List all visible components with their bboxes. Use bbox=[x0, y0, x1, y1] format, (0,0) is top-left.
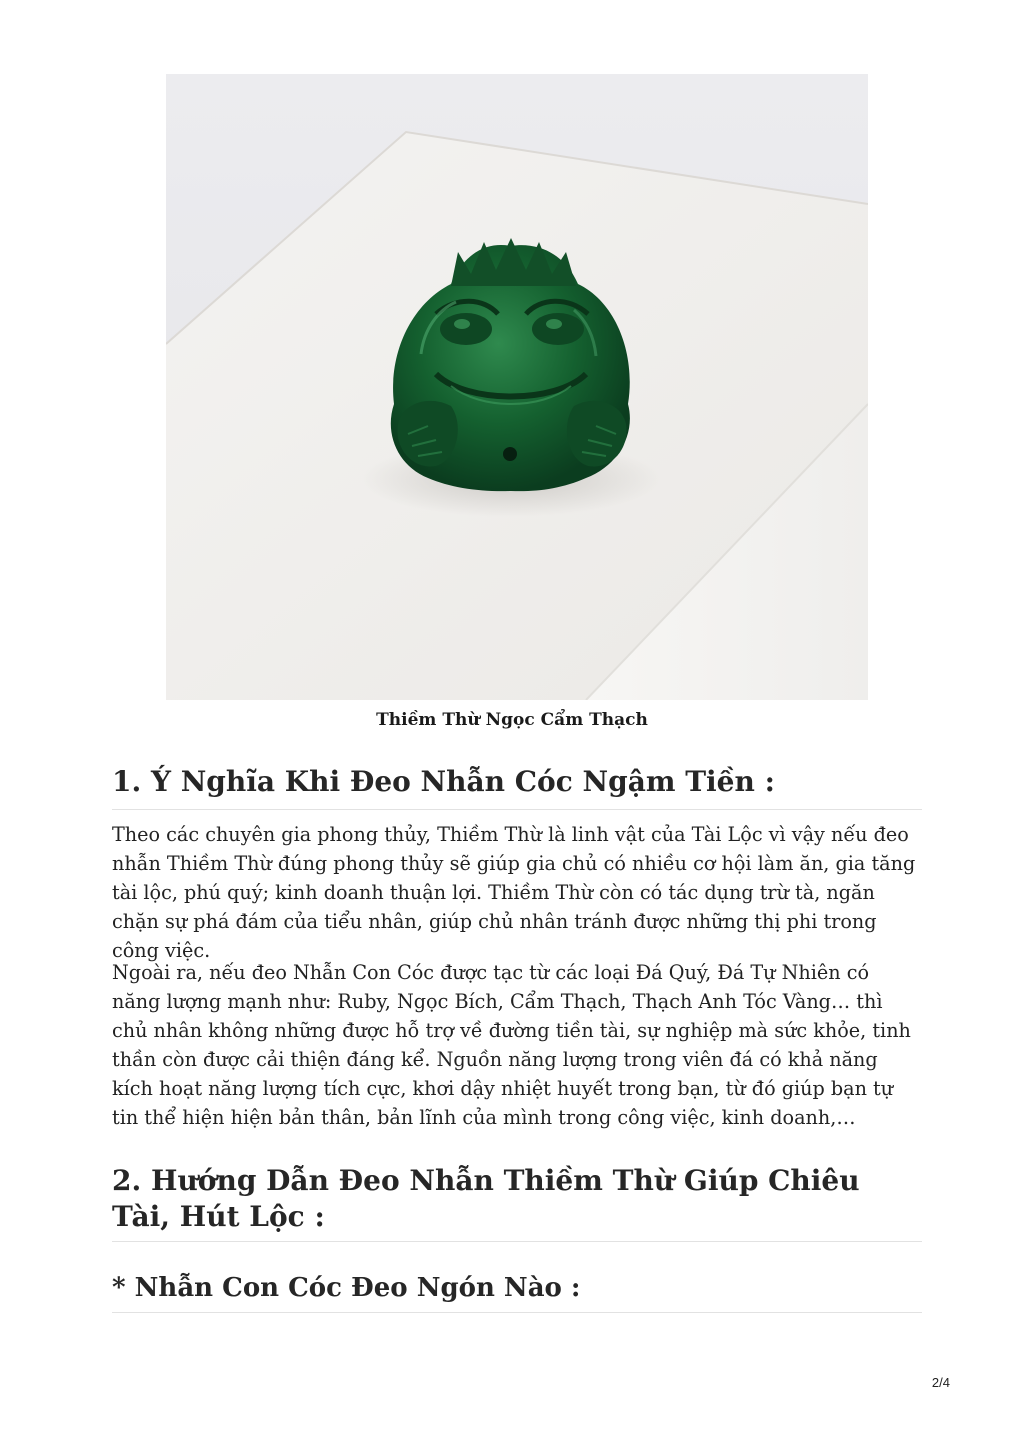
subsection-divider bbox=[112, 1312, 922, 1313]
page-number: 2/4 bbox=[931, 1375, 950, 1390]
section-1-paragraph-2: Ngoài ra, nếu đeo Nhẫn Con Cóc được tạc từ các loại Đá Quý, Đá Tự Nhiên có năng lượng mạnh như: Ruby, Ngọc Bích, Cẩm Thạch, Thạch Anh Tóc Vàng… thì chủ nhân không những được hỗ trợ về đường tiền tài, sự nghiệp mà sức khỏe, tinh thần còn được cải thiện đáng kể. Nguồn năng lượng trong viên đá có khả năng kích hoạt năng lượng tích cực, khơi dậy nhiệt huyết trong bạn, từ đó giúp bạn tự tin thể hiện hiện bản thân, bản lĩnh của mình trong công việc, kinh doanh,… bbox=[112, 961, 911, 1129]
section-1-heading: 1. Ý Nghĩa Khi Đeo Nhẫn Cóc Ngậm Tiền : bbox=[112, 765, 775, 798]
section-1-paragraph-1: Theo các chuyên gia phong thủy, Thiềm Thừ là linh vật của Tài Lộc vì vậy nếu đeo nhẫn Thiềm Thừ đúng phong thủy sẽ giúp gia chủ có nhiều cơ hội làm ăn, gia tăng tài lộc, phú quý; kinh doanh thuận lợi. Thiềm Thừ còn có tác dụng trừ tà, ngăn chặn sự phá đám của tiểu nhân, giúp chủ nhân tránh được những thị phi trong công việc. bbox=[112, 823, 916, 962]
section-2-divider bbox=[112, 1241, 922, 1242]
section-2-heading: 2. Hướng Dẫn Đeo Nhẫn Thiềm Thừ Giúp Chiêu Tài, Hút Lộc : bbox=[112, 1164, 860, 1233]
jade-toad-figurine-photo bbox=[166, 74, 868, 700]
jade-toad-photo-illustration bbox=[166, 74, 868, 700]
section-2-subheading: * Nhẫn Con Cóc Đeo Ngón Nào : bbox=[112, 1273, 581, 1303]
section-1-divider bbox=[112, 809, 922, 810]
figure-caption: Thiềm Thừ Ngọc Cẩm Thạch bbox=[376, 710, 648, 730]
